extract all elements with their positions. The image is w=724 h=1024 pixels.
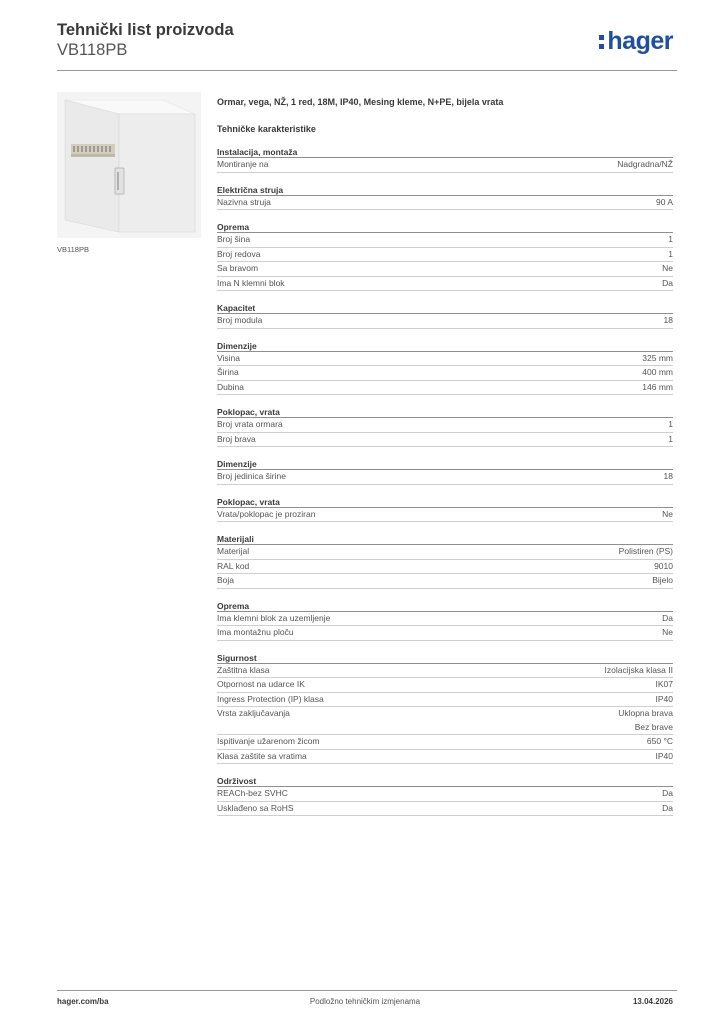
footer-notice: Podložno tehničkim izmjenama (309, 997, 421, 1006)
spec-row (217, 626, 673, 641)
spec-group-title: Materijali (217, 533, 673, 545)
spec-value: Polistiren (PS) (618, 546, 673, 556)
product-description: Ormar, vega, NŽ, 1 red, 18M, IP40, Mesing kleme, N+PE, bijela vrata (217, 97, 504, 107)
cabinet-illustration (57, 92, 201, 238)
spec-group-title: Održivost (217, 775, 673, 787)
spec-label: Klasa zaštite sa vratima (217, 750, 307, 761)
spec-label: Nazivna struja (217, 196, 271, 207)
spec-value: Da (662, 612, 673, 623)
spec-value: Ne (662, 263, 673, 273)
spec-row (217, 352, 673, 367)
spec-row (217, 470, 673, 485)
spec-label: Sa bravom (217, 263, 259, 273)
spec-label: Broj redova (217, 248, 261, 259)
spec-value: Izolacijska klasa II (604, 664, 673, 675)
section-title: Tehničke karakteristike (217, 124, 316, 134)
spec-group (217, 458, 673, 485)
spec-row (217, 262, 673, 277)
spec-group-title: Oprema (217, 600, 673, 612)
spec-row (217, 545, 673, 560)
spec-row (217, 196, 673, 211)
logo-text: hager (607, 27, 673, 55)
spec-row (217, 802, 673, 817)
specification-content (217, 96, 673, 827)
spec-row (217, 418, 673, 433)
spec-row (217, 433, 673, 448)
logo-colon-mark (599, 31, 605, 51)
spec-label: Broj jedinica širine (217, 471, 286, 481)
spec-value: IK07 (655, 679, 673, 689)
spec-label: Ima N klemni blok (217, 277, 285, 288)
spec-groups (217, 146, 673, 816)
spec-group (217, 600, 673, 641)
spec-label: Dubina (217, 381, 244, 392)
spec-group-title: Poklopac, vrata (217, 496, 673, 508)
spec-label: Širina (217, 367, 239, 377)
spec-row (217, 277, 673, 292)
spec-value: 9010 (654, 560, 673, 571)
spec-label: Ima montažnu ploču (217, 627, 294, 637)
spec-value: 1 (668, 234, 673, 244)
spec-label: Otpornost na udarce IK (217, 679, 305, 689)
spec-label: Visina (217, 352, 240, 363)
spec-group (217, 533, 673, 589)
hager-logo (599, 26, 673, 56)
page-header (57, 20, 677, 68)
spec-label: Vrsta zaključavanja (217, 708, 290, 718)
spec-row (217, 158, 673, 173)
footer-date: 13.04.2026 (632, 997, 673, 1006)
spec-group (217, 340, 673, 396)
spec-group-title: Kapacitet (217, 302, 673, 314)
spec-value: 90 A (655, 196, 673, 207)
spec-group (217, 775, 673, 816)
image-caption: VB118PB (57, 245, 89, 254)
spec-group (217, 302, 673, 329)
spec-row (217, 381, 673, 396)
spec-label: Zaštitna klasa (217, 664, 270, 675)
spec-row (217, 574, 673, 589)
spec-value: 400 mm (642, 367, 673, 377)
spec-row (217, 664, 673, 679)
spec-group (217, 146, 673, 173)
spec-row (217, 787, 673, 802)
footer-website: hager.com/ba (57, 997, 109, 1006)
spec-group-title: Električna struja (217, 184, 673, 196)
spec-label: Materijal (217, 546, 250, 556)
spec-value: 1 (668, 419, 673, 429)
spec-label: Broj šina (217, 234, 251, 244)
spec-label: Broj brava (217, 433, 256, 444)
product-code: VB118PB (57, 41, 128, 59)
spec-label: Broj modula (217, 315, 263, 325)
spec-group-title: Instalacija, montaža (217, 146, 673, 158)
spec-value: Da (662, 277, 673, 288)
spec-group (217, 221, 673, 291)
spec-label: Montiranje na (217, 159, 269, 169)
spec-row (217, 678, 673, 693)
spec-value: IP40 (655, 693, 673, 704)
spec-row (217, 707, 673, 735)
spec-label: RAL kod (217, 560, 250, 571)
spec-value: Da (662, 802, 673, 813)
spec-value: Da (662, 788, 673, 798)
spec-row (217, 314, 673, 329)
spec-group (217, 652, 673, 765)
spec-label: REACh-bez SVHC (217, 788, 288, 798)
spec-value: Ne (662, 627, 673, 637)
spec-row (217, 693, 673, 708)
spec-row (217, 233, 673, 248)
spec-value: Ne (662, 508, 673, 519)
spec-value: Nadgradna/NŽ (617, 159, 673, 169)
header-divider (57, 70, 677, 71)
spec-label: Boja (217, 575, 235, 585)
spec-row (217, 612, 673, 627)
spec-label: Ispitivanje užarenom žicom (217, 736, 320, 746)
spec-label: Ima klemni blok za uzemljenje (217, 612, 331, 623)
spec-value: 18 (663, 315, 673, 325)
spec-row (217, 508, 673, 523)
spec-label: Vrata/poklopac je proziran (217, 508, 316, 519)
page-footer (57, 997, 673, 1011)
spec-group (217, 184, 673, 211)
spec-label: Usklađeno sa RoHS (217, 802, 294, 813)
spec-group-title: Dimenzije (217, 458, 673, 470)
spec-group-title: Oprema (217, 221, 673, 233)
spec-value: 18 (663, 471, 673, 481)
spec-row (217, 366, 673, 381)
spec-value: 1 (668, 248, 673, 259)
spec-row (217, 560, 673, 575)
spec-value: 325 mm (642, 352, 673, 363)
spec-row (217, 248, 673, 263)
spec-value: 1 (668, 433, 673, 444)
product-image (57, 92, 201, 238)
spec-group-title: Dimenzije (217, 340, 673, 352)
spec-label: Ingress Protection (IP) klasa (217, 693, 324, 704)
document-title: Tehnički list proizvoda (57, 21, 234, 39)
spec-row (217, 750, 673, 765)
spec-value: Uklopna brava Bez brave (618, 708, 673, 732)
spec-value: Bijelo (652, 575, 673, 585)
spec-group-title: Sigurnost (217, 652, 673, 664)
spec-value: IP40 (655, 750, 673, 761)
spec-group (217, 496, 673, 523)
spec-value: 650 °C (646, 736, 673, 746)
footer-divider (57, 990, 677, 991)
spec-value: 146 mm (642, 381, 673, 392)
spec-group-title: Poklopac, vrata (217, 406, 673, 418)
spec-row (217, 735, 673, 750)
spec-group (217, 406, 673, 447)
spec-label: Broj vrata ormara (217, 419, 283, 429)
